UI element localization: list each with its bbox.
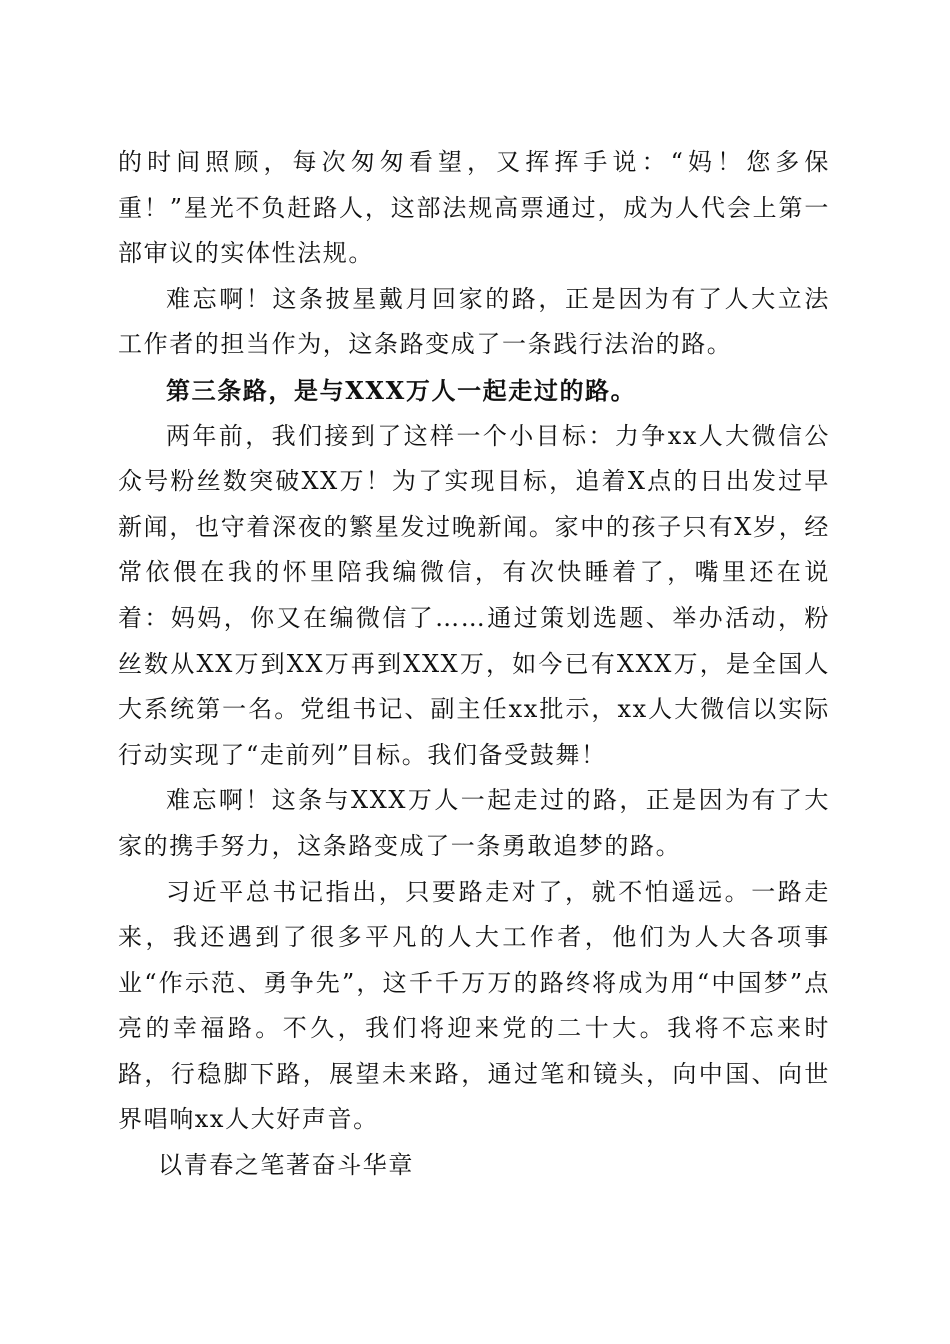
paragraph-road-two-summary: 难忘啊！这条披星戴月回家的路，正是因为有了人大立法工作者的担当作为，这条路变成了一条践行法治的路。 — [118, 284, 830, 359]
section-heading-road-three: 第三条路，是与XXX万人一起走过的路。 — [166, 375, 637, 405]
paragraph-conclusion: 习近平总书记指出，只要路走对了，就不怕遥远。一路走来，我还遇到了很多平凡的人大工作者，他们为人大各项事业“作示范、勇争先”，这千千万万的路终将成为用“中国梦”点亮的幸福路。不久，我们将迎来党的二十大。我将不忘来时路，行稳脚下路，展望未来路，通过笔和镜头，向中国、向世界唱响xx人大好声音。 — [118, 877, 830, 1134]
paragraph-road-three-story: 两年前，我们接到了这样一个小目标：力争xx人大微信公众号粉丝数突破XX万！为了实现目标，追着X点的日出发过早新闻，也守着深夜的繁星发过晚新闻。家中的孩子只有X岁，经常依偎在我的怀里陪我编微信，有次快睡着了，嘴里还在说着：妈妈，你又在编微信了……通过策划选题、举办活动，粉丝数从XX万到XX万再到XXX万，如今已有XXX万，是全国人大系统第一名。党组书记、副主任xx批示，xx人大微信以实际行动实现了“走前列”目标。我们备受鼓舞！ — [118, 421, 830, 769]
document-body — [118, 140, 830, 1189]
paragraph-road-three-summary: 难忘啊！这条与XXX万人一起走过的路，正是因为有了大家的携手努力，这条路变成了一条勇敢追梦的路。 — [118, 786, 830, 860]
paragraph-continuation: 的时间照顾，每次匆匆看望，又挥挥手说：“妈！您多保重！”星光不负赶路人，这部法规高票通过，成为人代会上第一部审议的实体性法规。 — [118, 148, 830, 268]
next-section-title: 以青春之笔著奋斗华章 — [158, 1151, 414, 1180]
